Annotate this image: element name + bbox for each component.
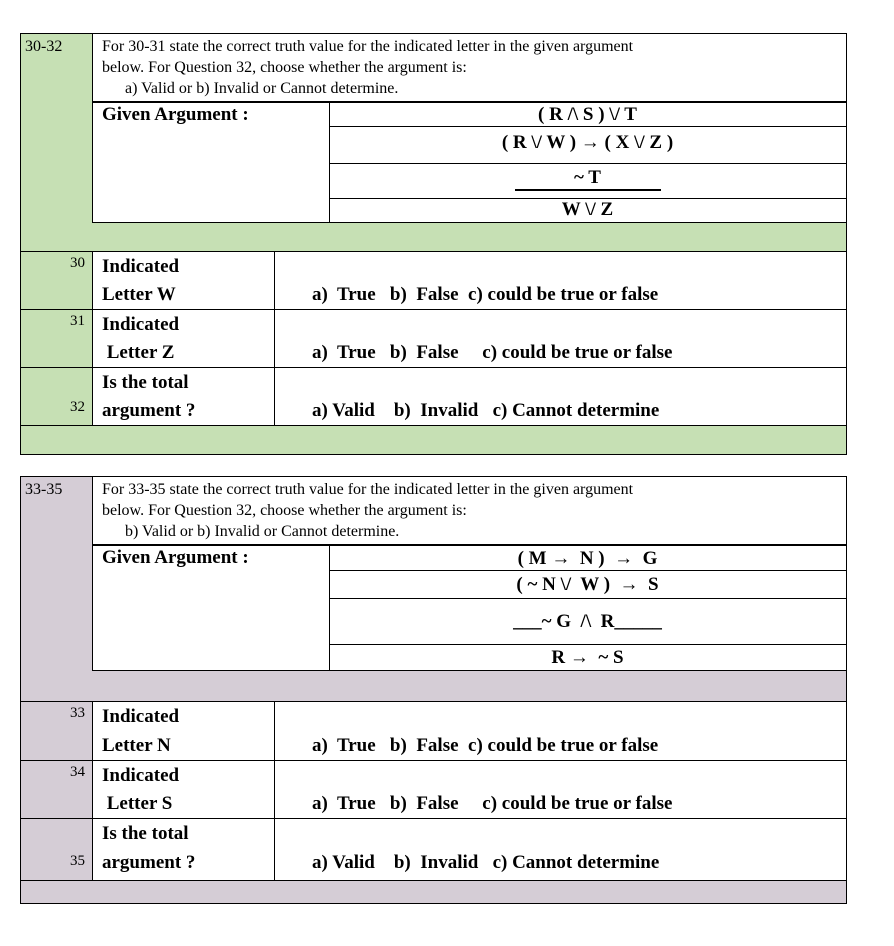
block-range: 33-35 <box>25 481 63 498</box>
divider <box>21 701 846 702</box>
conclusion: W \/ Z <box>561 199 614 220</box>
divider <box>92 670 846 671</box>
question-label-line1: Indicated <box>102 706 180 727</box>
footer-band <box>92 425 846 454</box>
question-block-33-35 <box>20 476 847 904</box>
premise-3-text: ~ T <box>515 167 661 191</box>
question-number: 32 <box>70 399 85 415</box>
answer-options: a) Valid b) Invalid c) Cannot determine <box>312 400 660 421</box>
given-argument-label: Given Argument : <box>102 547 249 568</box>
divider <box>21 760 846 761</box>
premise-1: ( M → N ) → G <box>517 548 658 569</box>
question-label-line1: Is the total <box>102 823 189 844</box>
question-label-line2: Letter W <box>102 284 176 305</box>
divider <box>329 570 846 571</box>
divider <box>21 367 846 368</box>
question-label-line1: Indicated <box>102 256 180 277</box>
question-number: 31 <box>70 313 85 329</box>
divider <box>21 425 846 426</box>
instruction-line-1: For 33-35 state the correct truth value for the indicated letter in the given argument <box>102 481 634 498</box>
question-number: 33 <box>70 705 85 721</box>
side-bar <box>21 34 93 454</box>
answer-options: a) Valid b) Invalid c) Cannot determine <box>312 852 660 873</box>
question-label-line1: Indicated <box>102 314 180 335</box>
side-bar <box>21 477 93 903</box>
divider <box>92 222 846 223</box>
premise-2: ( R \/ W ) → ( X \/ Z ) <box>501 132 674 153</box>
footer-band <box>92 880 846 903</box>
answer-options: a) True b) False c) could be true or false <box>312 284 659 305</box>
divider <box>21 818 846 819</box>
question-label-line2: argument ? <box>102 852 196 873</box>
given-argument-label: Given Argument : <box>102 104 249 125</box>
instruction-line-1: For 30-31 state the correct truth value for the indicated letter in the given argument <box>102 38 634 55</box>
conclusion: R → ~ S <box>551 647 624 668</box>
question-label-line2: Letter S <box>102 793 173 814</box>
question-label-line2: Letter N <box>102 735 171 756</box>
instruction-line-2: below. For Question 32, choose whether the argument is: <box>102 502 467 519</box>
divider <box>329 598 846 599</box>
divider <box>274 251 275 425</box>
divider <box>21 309 846 310</box>
divider <box>329 644 846 645</box>
block-range: 30-32 <box>25 38 63 55</box>
premise-3 <box>329 167 846 191</box>
premise-3: ___~ G /\ R_____ <box>513 611 662 632</box>
divider <box>92 544 846 546</box>
divider <box>329 126 846 127</box>
premise-1: ( R /\ S ) \/ T <box>538 104 637 125</box>
divider <box>21 880 846 881</box>
instruction-line-3: b) Valid or b) Invalid or Cannot determine. <box>125 523 400 540</box>
separator-band <box>92 222 846 251</box>
answer-options: a) True b) False c) could be true or false <box>312 793 673 814</box>
divider <box>274 701 275 880</box>
separator-band <box>92 670 846 701</box>
question-label-line2: argument ? <box>102 400 196 421</box>
question-number: 30 <box>70 255 85 271</box>
question-number: 35 <box>70 853 85 869</box>
question-label-line1: Indicated <box>102 765 180 786</box>
question-label-line1: Is the total <box>102 372 189 393</box>
divider <box>21 251 846 252</box>
instruction-line-2: below. For Question 32, choose whether the argument is: <box>102 59 467 76</box>
answer-options: a) True b) False c) could be true or false <box>312 735 659 756</box>
instruction-line-3: a) Valid or b) Invalid or Cannot determine. <box>125 80 399 97</box>
question-number: 34 <box>70 764 85 780</box>
premise-2: ( ~ N \/ W ) → S <box>516 574 659 595</box>
answer-options: a) True b) False c) could be true or false <box>312 342 673 363</box>
divider <box>329 163 846 164</box>
divider <box>92 101 846 103</box>
question-label-line2: Letter Z <box>102 342 175 363</box>
question-block-30-32 <box>20 33 847 455</box>
